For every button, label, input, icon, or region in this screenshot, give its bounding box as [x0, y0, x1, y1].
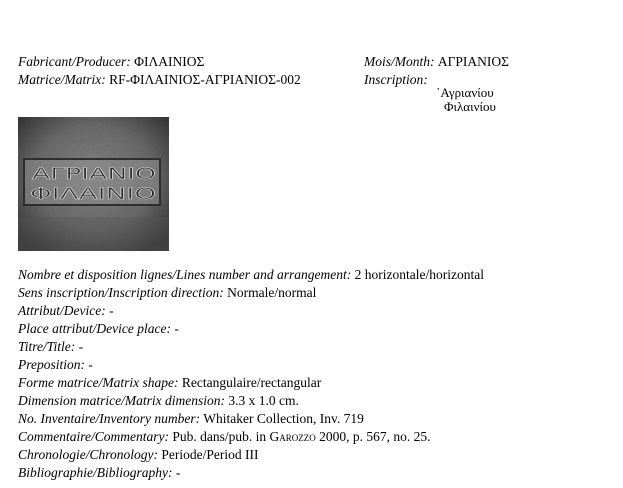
- detail-label: Titre/Title:: [18, 339, 76, 354]
- detail-label: Commentaire/Commentary:: [18, 429, 169, 444]
- producer-line: [18, 53, 204, 71]
- detail-value: [172, 429, 430, 444]
- detail-title: [18, 338, 83, 356]
- stamp-photo: [18, 117, 169, 251]
- detail-label: Nombre et disposition lignes/Lines number and arrangement:: [18, 267, 352, 282]
- detail-label: Sens inscription/Inscription direction:: [18, 285, 224, 300]
- matrix-line: [18, 71, 301, 89]
- detail-preposition: [18, 356, 93, 374]
- detail-value: -: [175, 465, 181, 480]
- detail-value: -: [109, 303, 114, 318]
- commentary-text: Pub. dans/pub. in: [172, 429, 267, 444]
- detail-value: Normale/normal: [227, 285, 317, 300]
- stamp-line1: ΑΓΡΙΑΝΙΟ: [32, 164, 156, 183]
- inscription-line: [364, 71, 428, 89]
- detail-matrix-shape: [18, 374, 321, 392]
- detail-value: -: [174, 321, 179, 336]
- detail-matrix-dimension: [18, 392, 299, 410]
- detail-value: 3.3 x 1.0 cm.: [228, 393, 299, 408]
- detail-device: [18, 302, 114, 320]
- stamp-line2: ΦΙΛΑΙΝΙΟ: [30, 184, 156, 203]
- detail-label: Dimension matrice/Matrix dimension:: [18, 393, 225, 408]
- producer-value: ΦΙΛΑΙΝΙΟΣ: [134, 54, 205, 69]
- detail-value: Whitaker Collection, Inv. 719: [203, 411, 364, 426]
- detail-label: Preposition:: [18, 357, 85, 372]
- detail-label: Chronologie/Chronology:: [18, 447, 158, 462]
- month-label: Mois/Month:: [364, 54, 435, 69]
- detail-lines: [18, 266, 484, 284]
- detail-label: No. Inventaire/Inventory number:: [18, 411, 201, 426]
- detail-value: -: [78, 339, 84, 354]
- month-value: ΑΓΡΙΑΝΙΟΣ: [437, 54, 510, 69]
- detail-device-place: [18, 320, 179, 338]
- producer-label: Fabricant/Producer:: [18, 54, 131, 69]
- detail-label: Place attribut/Device place:: [18, 321, 171, 336]
- detail-commentary: [18, 428, 431, 446]
- detail-label: Attribut/Device:: [18, 303, 106, 318]
- month-line: [364, 53, 509, 71]
- detail-chronology: [18, 446, 258, 464]
- matrix-label: Matrice/Matrix:: [18, 72, 106, 87]
- detail-label: Forme matrice/Matrix shape:: [18, 375, 179, 390]
- detail-direction: [18, 284, 316, 302]
- detail-label: Bibliographie/Bibliography:: [18, 465, 173, 480]
- commentary-reference: 2000, p. 567, no. 25.: [319, 429, 431, 444]
- detail-value: Periode/Period III: [161, 447, 259, 462]
- inscription-label: Inscription:: [364, 72, 428, 87]
- matrix-value: RF-ΦΙΛΑΙΝΙΟΣ-ΑΓΡΙΑΝΙΟΣ-002: [109, 72, 301, 87]
- detail-value: Rectangulaire/rectangular: [181, 375, 322, 390]
- detail-bibliography: [18, 464, 180, 482]
- detail-value: -: [88, 357, 93, 372]
- commentary-author: Garozzo: [269, 429, 316, 444]
- inscription-text-line1: ᾿Αγριανίου: [436, 85, 494, 100]
- inscription-text-line2: Φιλαινίου: [444, 99, 496, 114]
- detail-value: 2 horizontale/horizontal: [354, 267, 484, 282]
- detail-inventory: [18, 410, 364, 428]
